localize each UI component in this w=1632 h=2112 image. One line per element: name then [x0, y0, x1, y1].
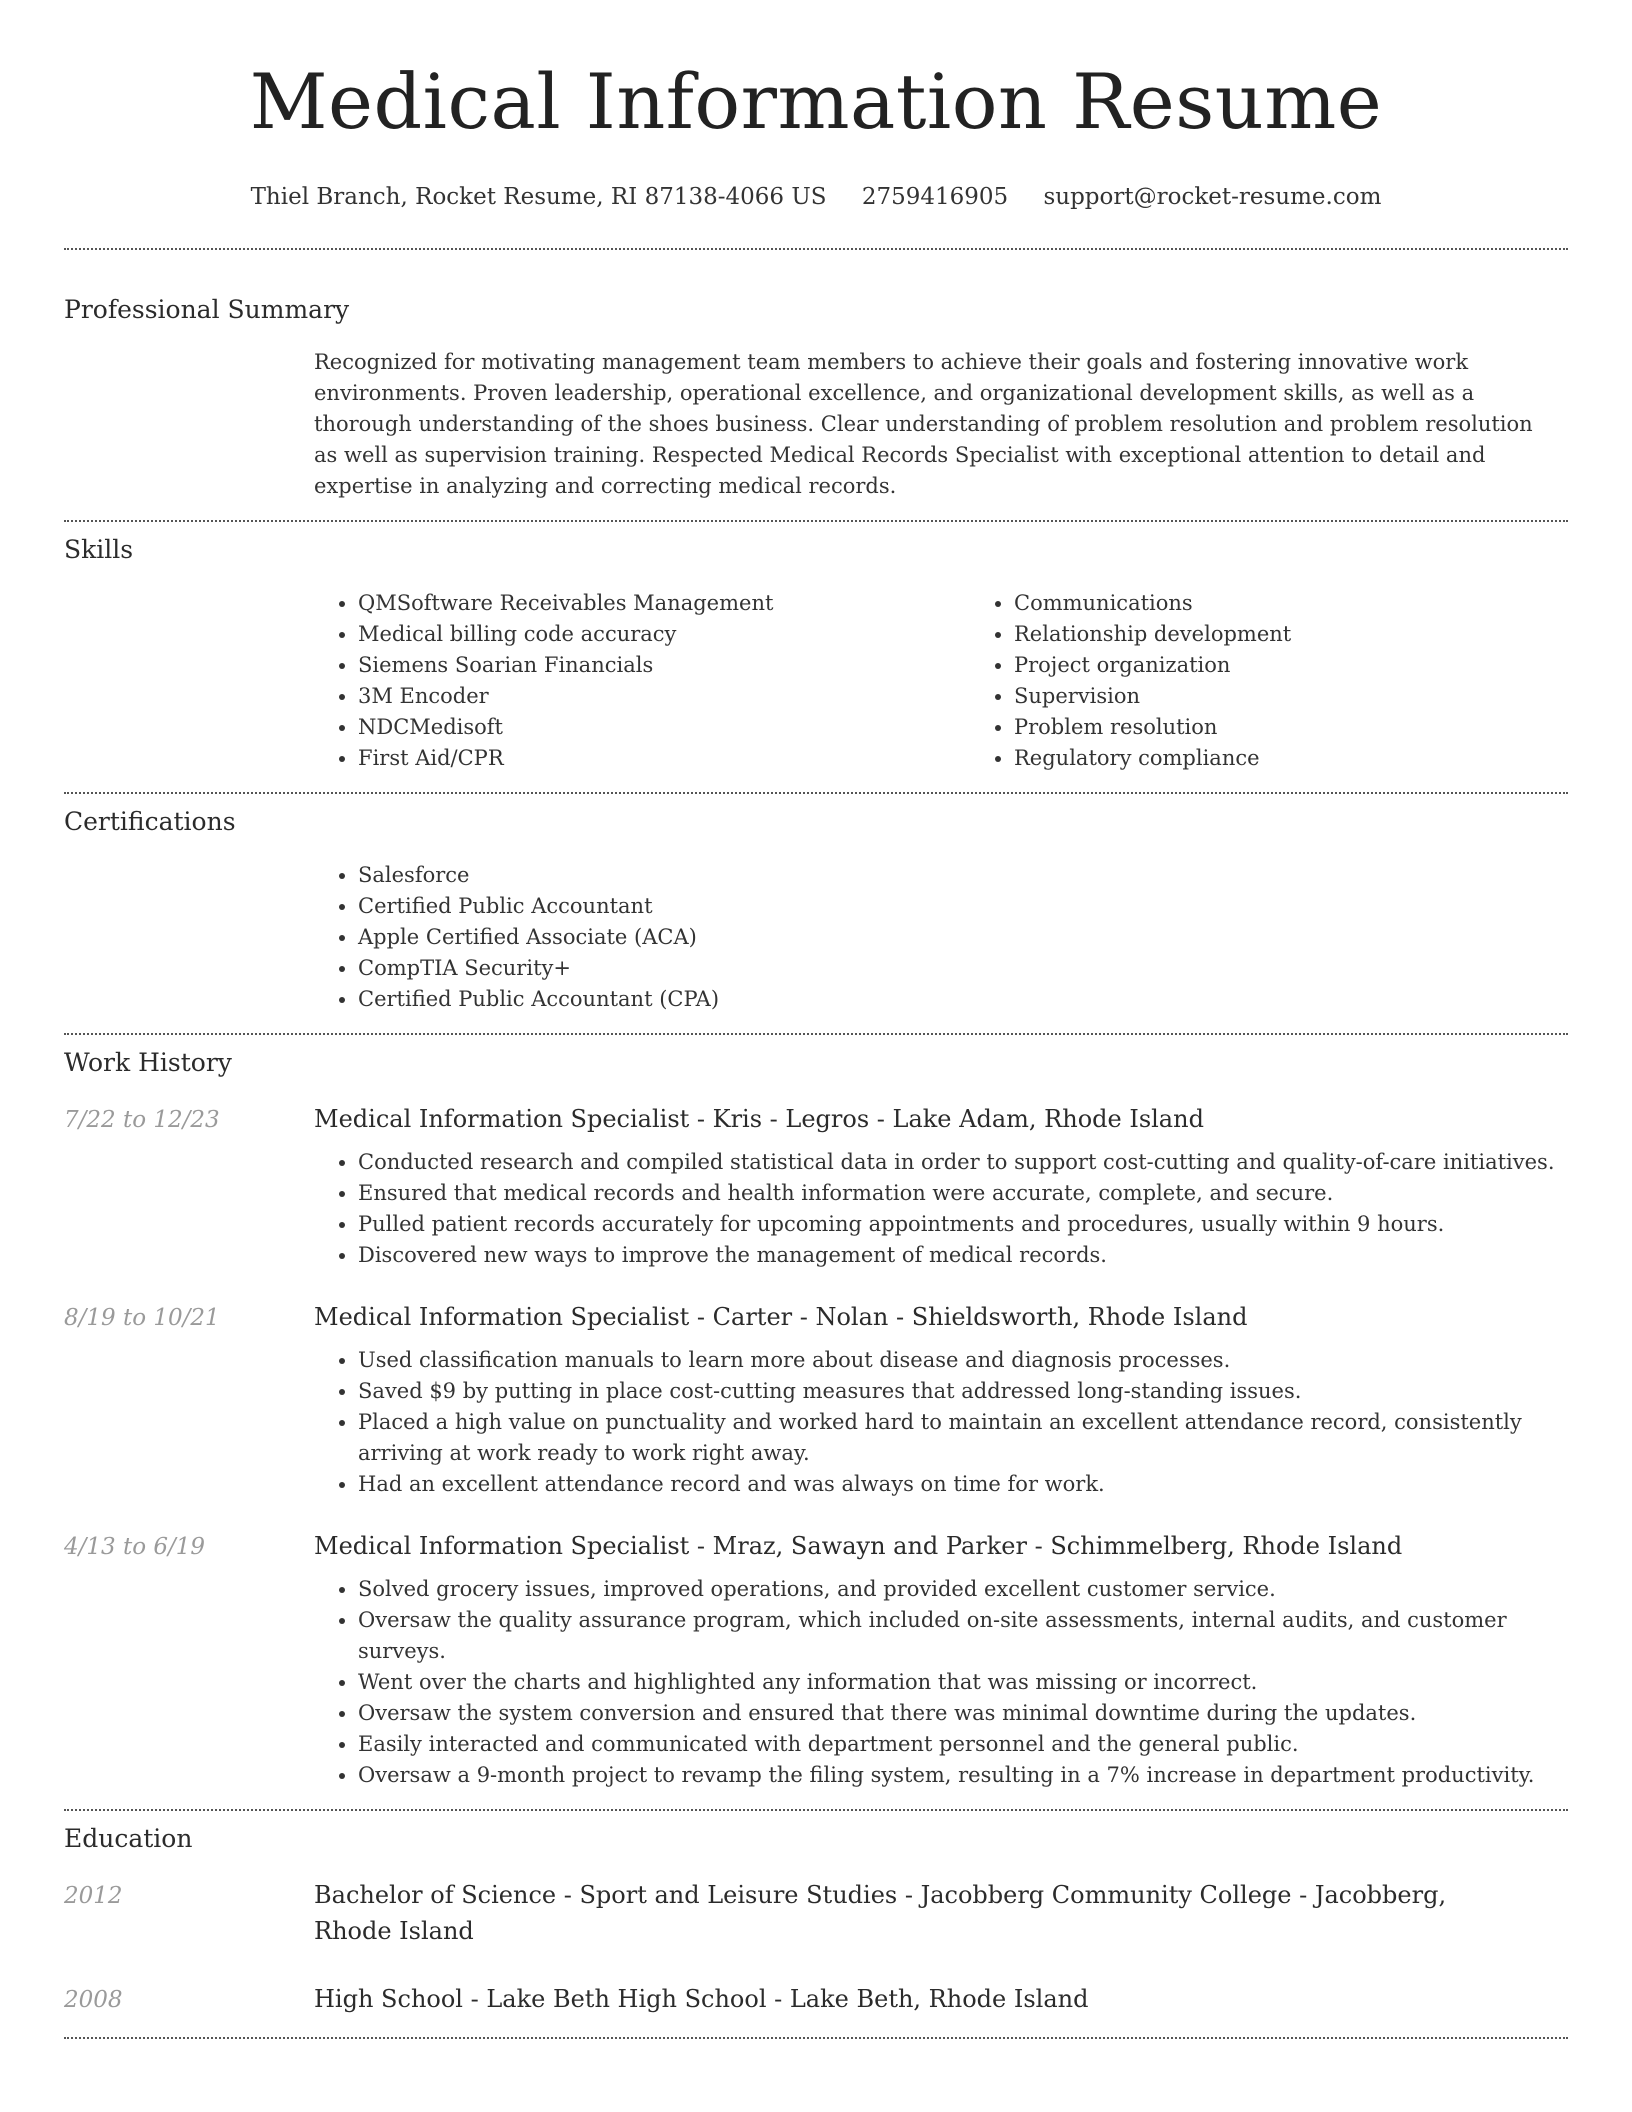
job-bullet: • Pulled patient records accurately for upcoming appointments and procedures, usually within 9 hours.: [358, 1209, 1558, 1240]
job-bullet: • Discovered new ways to improve the management of medical records.: [358, 1240, 1558, 1271]
skill-item: • NDCMedisoft: [358, 712, 970, 743]
contact-line: [64, 182, 1568, 212]
education-year: 2012: [64, 1883, 123, 1909]
skill-item: • Siemens Soarian Financials: [358, 650, 970, 681]
job-bullet: • Ensured that medical records and health information were accurate, complete, and secure.: [358, 1178, 1558, 1209]
skill-item: • Project organization: [1014, 650, 1626, 681]
skills-column-right: [970, 588, 1626, 774]
contact-email: support@rocket-resume.com: [1043, 184, 1382, 210]
job-bullet: • Went over the charts and highlighted any information that was missing or incorrect.: [358, 1667, 1558, 1698]
divider: [64, 792, 1568, 794]
skill-item: • First Aid/CPR: [358, 743, 970, 774]
certifications-list: [314, 860, 1558, 1015]
job-entry: [64, 1101, 1568, 1271]
job-heading: Medical Information Specialist - Kris - Legros - Lake Adam, Rhode Island: [314, 1105, 1204, 1133]
job-bullet: • Oversaw the quality assurance program, which included on-site assessments, internal audits, and customer surveys.: [358, 1605, 1558, 1667]
contact-phone: 2759416905: [861, 184, 1009, 210]
job-bullet: • Oversaw the system conversion and ensured that there was minimal downtime during the updates.: [358, 1698, 1558, 1729]
education-heading: Bachelor of Science - Sport and Leisure Studies - Jacobberg Community College - Jacobberg, Rhode Island: [314, 1881, 1447, 1945]
education-entry: [64, 1981, 1568, 2017]
divider: [64, 1809, 1568, 1811]
job-bullet: • Saved $9 by putting in place cost-cutting measures that addressed long-standing issues.: [358, 1376, 1558, 1407]
education-entry: [64, 1877, 1568, 1949]
job-dates: 7/22 to 12/23: [64, 1107, 220, 1133]
job-bullet: • Conducted research and compiled statistical data in order to support cost-cutting and quality-of-care initiatives.: [358, 1147, 1558, 1178]
section-title-summary: Professional Summary: [64, 295, 350, 324]
section-title-education: Education: [64, 1824, 193, 1853]
job-dates: 8/19 to 10/21: [64, 1305, 220, 1331]
job-bullet: • Used classification manuals to learn more about disease and diagnosis processes.: [358, 1345, 1558, 1376]
education-heading: High School - Lake Beth High School - Lake Beth, Rhode Island: [314, 1985, 1089, 2013]
contact-address: Thiel Branch, Rocket Resume, RI 87138-4066 US: [250, 184, 827, 210]
summary-text: Recognized for motivating management team members to achieve their goals and fostering innovative work environments. Proven leadership, operational excellence, and organizational development skills, as well as a thorough understanding of the shoes business. Clear understanding of problem resolution and problem resolution as well as supervision training. Respected Medical Records Specialist with exceptional attention to detail and expertise in analyzing and correcting medical records.: [314, 350, 1533, 498]
skills-column-left: [314, 588, 970, 774]
skill-item: • Relationship development: [1014, 619, 1626, 650]
certification-item: • Apple Certified Associate (ACA): [358, 922, 1558, 953]
divider: [64, 1033, 1568, 1035]
job-bullet: • Solved grocery issues, improved operations, and provided excellent customer service.: [358, 1574, 1558, 1605]
skill-item: • Regulatory compliance: [1014, 743, 1626, 774]
divider: [64, 520, 1568, 522]
certification-item: • Salesforce: [358, 860, 1558, 891]
job-entry: [64, 1528, 1568, 1791]
job-bullet: • Oversaw a 9-month project to revamp the filing system, resulting in a 7% increase in department productivity.: [358, 1760, 1558, 1791]
certification-item: • Certified Public Accountant (CPA): [358, 984, 1558, 1015]
resume-title: Medical Information Resume: [249, 57, 1383, 146]
certification-item: • Certified Public Accountant: [358, 891, 1558, 922]
job-bullet: • Had an excellent attendance record and was always on time for work.: [358, 1469, 1558, 1500]
job-entry: [64, 1299, 1568, 1500]
certification-item: • CompTIA Security+: [358, 953, 1558, 984]
skill-item: • 3M Encoder: [358, 681, 970, 712]
skill-item: • Supervision: [1014, 681, 1626, 712]
skills-list: [314, 588, 1558, 774]
divider: [64, 248, 1568, 250]
section-title-work-history: Work History: [64, 1048, 232, 1077]
job-dates: 4/13 to 6/19: [64, 1534, 206, 1560]
job-bullet: • Easily interacted and communicated with department personnel and the general public.: [358, 1729, 1558, 1760]
skill-item: • Medical billing code accuracy: [358, 619, 970, 650]
education-year: 2008: [64, 1987, 123, 2013]
job-bullet: • Placed a high value on punctuality and worked hard to maintain an excellent attendance record, consistently arriving at work ready to work right away.: [358, 1407, 1558, 1469]
job-heading: Medical Information Specialist - Mraz, Sawayn and Parker - Schimmelberg, Rhode Island: [314, 1532, 1403, 1560]
skill-item: • Communications: [1014, 588, 1626, 619]
skill-item: • Problem resolution: [1014, 712, 1626, 743]
job-heading: Medical Information Specialist - Carter - Nolan - Shieldsworth, Rhode Island: [314, 1303, 1248, 1331]
skill-item: • QMSoftware Receivables Management: [358, 588, 970, 619]
section-title-skills: Skills: [64, 535, 134, 564]
section-title-certifications: Certifications: [64, 807, 236, 836]
divider: [64, 2037, 1568, 2039]
